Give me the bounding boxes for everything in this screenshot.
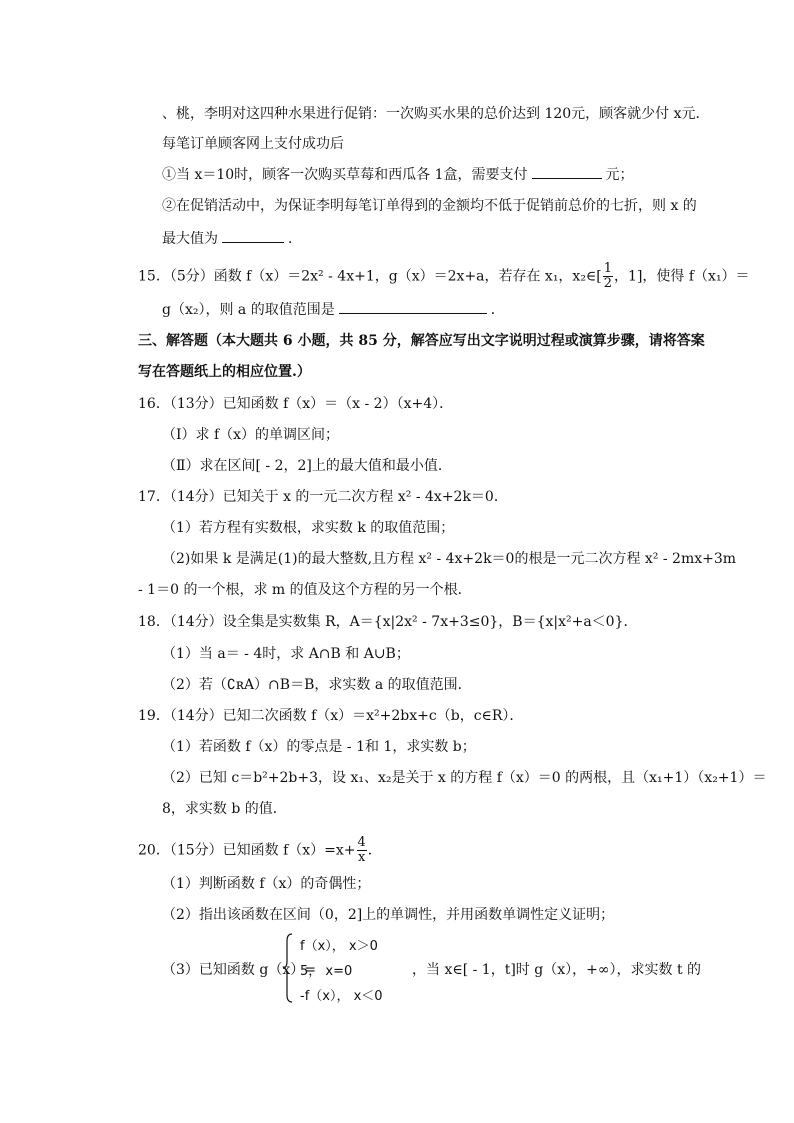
sub-question: （1）若函数 f（x）的零点是 - 1和 1，求实数 b； <box>162 739 476 755</box>
sub-question: （Ⅰ）求 f（x）的单调区间； <box>162 427 340 443</box>
text-line: 每笔订单顾客网上支付成功后 <box>162 136 344 152</box>
text-line: - 1＝0 的一个根，求 m 的值及这个方程的另一个根． <box>138 582 472 598</box>
question-text: ，1]，使得 f（x₁）＝ <box>614 268 750 285</box>
sub-question: （2)如果 k 是满足(1)的最大整数,且方程 x² - 4x+2k＝0的根是一元二次方程 x² - 2mx+3m <box>162 551 737 567</box>
fraction-denominator: x <box>357 850 366 865</box>
section-heading: 写在答题纸上的相应位置.） <box>138 364 311 380</box>
fraction-numerator: 4 <box>357 835 366 850</box>
question-text: ． <box>288 231 302 247</box>
answer-blank[interactable] <box>532 164 602 179</box>
sub-question: （1）若方程有实数根，求实数 k 的取值范围； <box>162 520 455 536</box>
question-18: 18．（14分）设全集是实数集 R，A＝{x|2x² - 7x+3≤0}，B＝{x|x²+a＜0}． <box>138 614 638 630</box>
text-line: ，当 x∈[ - 1，t]时 g（x），+∞），求实数 t 的 <box>412 962 702 978</box>
question-text: ①当 x＝10时，顾客一次购买草莓和西瓜各 1盒，需要支付 <box>162 167 528 183</box>
sub-question: （2）若（∁ʀA）∩B＝B，求实数 a 的取值范围． <box>162 677 472 693</box>
sub-question: （Ⅱ）求在区间[ - 2，2]上的最大值和最小值． <box>162 458 452 474</box>
question-text: 元； <box>605 167 634 183</box>
piecewise-case: -f（x）， x＜0 <box>300 989 383 1004</box>
question-19: 19．（14分）已知二次函数 f（x）＝x²+2bx+c（b，c∈R）． <box>138 708 524 724</box>
question-text: ． <box>367 842 382 859</box>
left-brace-icon <box>283 933 293 1003</box>
text-line: 、桃，李明对这四种水果进行促销：一次购买水果的总价达到 120元，顾客就少付 x元． <box>162 106 710 122</box>
fraction-denominator: 2 <box>603 276 613 291</box>
sub-question: （2）已知 c＝b²+2b+3，设 x₁、x₂是关于 x 的方程 f（x）＝0 的两根，且（x₁+1）（x₂+1）＝ <box>162 770 767 786</box>
text-line <box>162 228 302 249</box>
text-line <box>162 299 505 320</box>
fraction-numerator: 1 <box>603 261 613 276</box>
answer-blank[interactable] <box>339 299 487 314</box>
sub-question: （2）指出该函数在区间（0，2]上的单调性，并用函数单调性定义证明； <box>162 907 615 923</box>
question-20 <box>138 836 382 865</box>
sub-question: （1）当 a＝ - 4时，求 A∩B 和 A∪B； <box>162 646 410 662</box>
answer-blank[interactable] <box>222 228 284 243</box>
question-text: g（x₂），则 a 的取值范围是 <box>162 302 335 318</box>
question-text: 15．（5分）函数 f（x）＝2x² - 4x+1，g（x）＝2x+a，若存在 x₁，x₂∈[ <box>138 268 602 285</box>
fraction <box>357 836 367 865</box>
section-heading: 三、解答题（本大题共 6 小题，共 85 分，解答应写出文字说明过程或演算步骤，请将答案 <box>138 333 705 349</box>
text-line <box>162 164 634 185</box>
sub-question: （3）已知函数 g（x）= <box>162 962 316 978</box>
text-line: 8，求实数 b 的值． <box>162 801 287 817</box>
fraction <box>603 262 613 291</box>
question-16: 16．（13分）已知函数 f（x）＝（x - 2）（x+4）． <box>138 396 454 412</box>
question-text: 20．（15分）已知函数 f（x）=x+ <box>138 842 356 859</box>
sub-question: （1）判断函数 f（x）的奇偶性； <box>162 876 371 892</box>
question-text: 最大值为 <box>162 231 218 247</box>
question-text: ． <box>490 302 505 318</box>
question-17: 17．（14分）已知关于 x 的一元二次方程 x² - 4x+2k＝0． <box>138 489 508 505</box>
piecewise-case: f（x）， x＞0 <box>300 939 378 954</box>
question-15 <box>138 262 750 291</box>
piecewise-case: 5， x=0 <box>300 964 353 979</box>
text-line: ②在促销活动中，为保证李明每笔订单得到的金额均不低于促销前总价的七折，则 x 的 <box>162 198 697 214</box>
